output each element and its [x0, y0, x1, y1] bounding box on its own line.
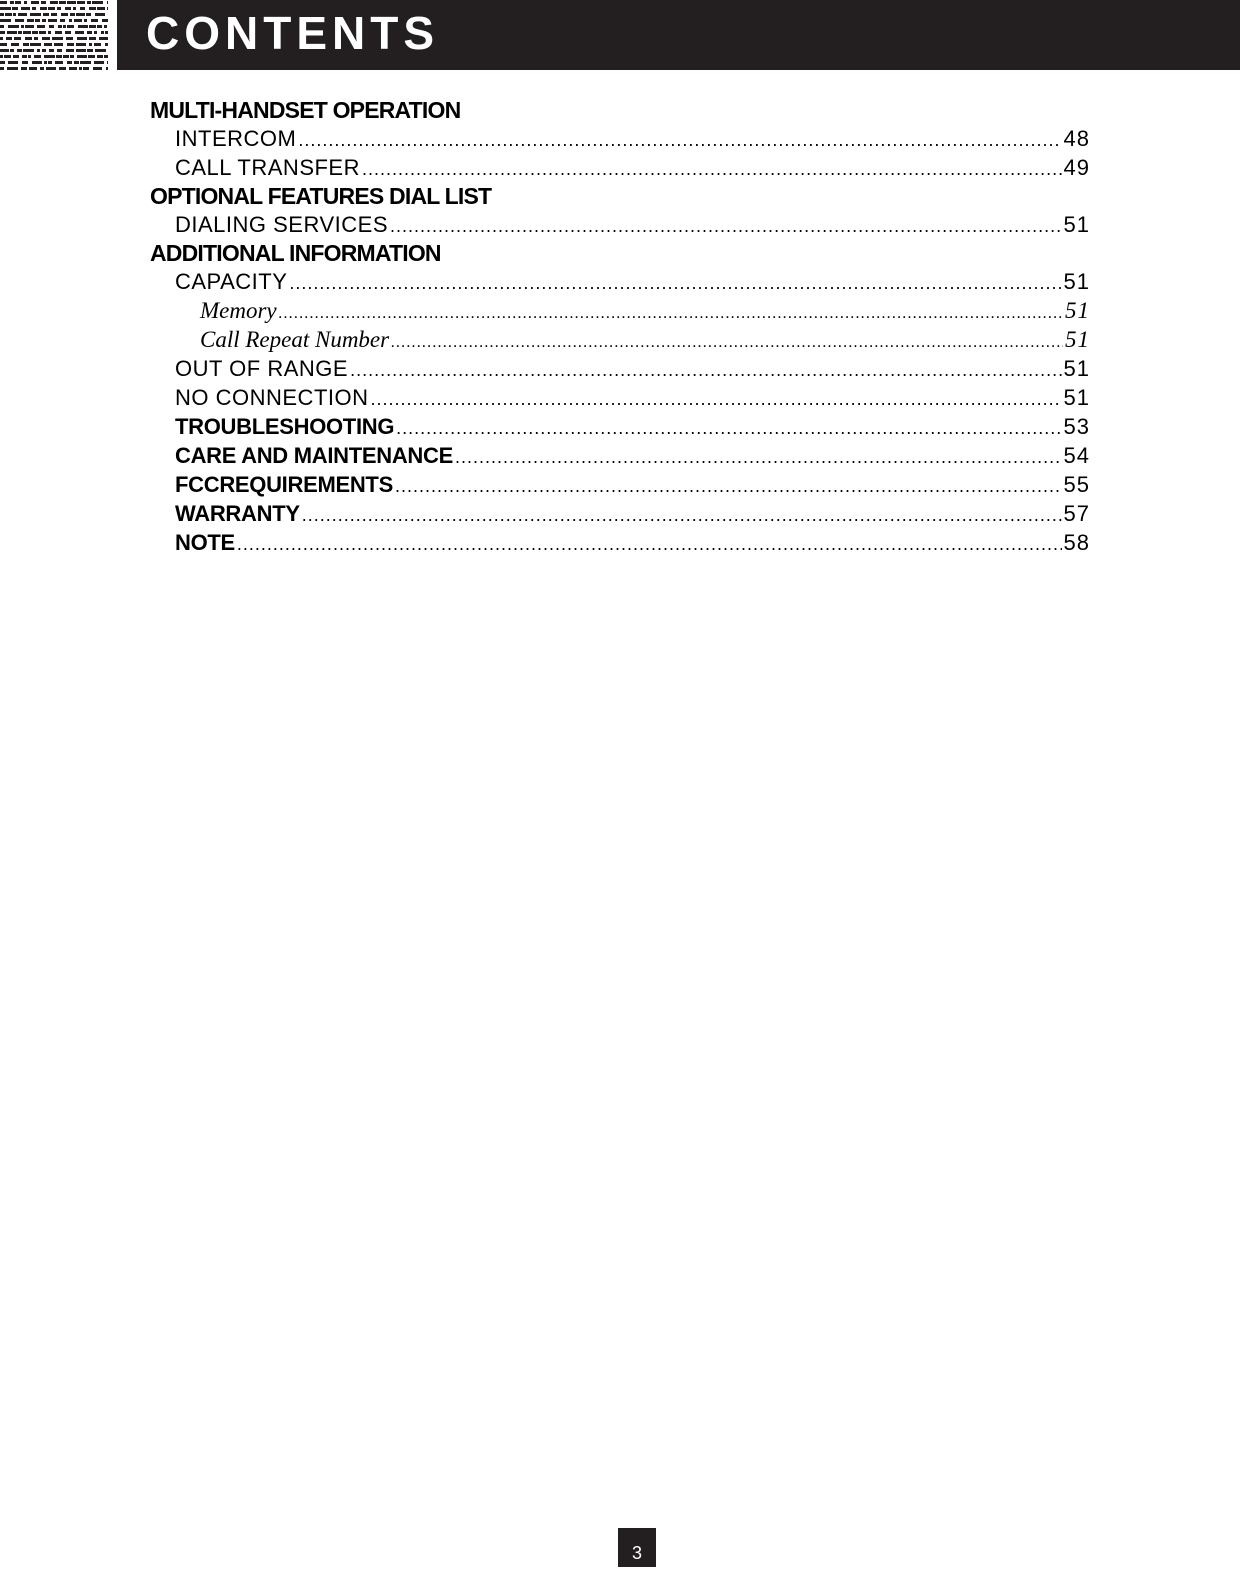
- pattern-dash: [56, 55, 62, 58]
- toc-entry[interactable]: [150, 412, 1090, 441]
- pattern-dash: [51, 13, 57, 16]
- pattern-dash: [35, 19, 40, 22]
- pattern-dash: [13, 13, 16, 16]
- pattern-dash: [7, 31, 17, 34]
- pattern-dash: [89, 43, 92, 46]
- pattern-dash: [46, 67, 56, 70]
- pattern-dash: [94, 61, 104, 64]
- pattern-dash: [42, 19, 46, 22]
- pattern-dash: [101, 31, 104, 34]
- toc-subentry[interactable]: [150, 296, 1090, 325]
- pattern-dash: [21, 7, 30, 10]
- pattern-dash: [28, 55, 31, 58]
- pattern-dash: [48, 19, 57, 22]
- pattern-dash: [48, 31, 51, 34]
- pattern-dash: [30, 13, 41, 16]
- toc-entry[interactable]: [150, 267, 1090, 296]
- pattern-dash: [87, 49, 93, 52]
- pattern-dash: [59, 67, 66, 70]
- pattern-dash: [93, 67, 102, 70]
- toc-entry-page: 51: [1063, 212, 1090, 237]
- dot-leader: [390, 212, 1062, 239]
- pattern-dash: [77, 37, 87, 40]
- pattern-dash: [80, 7, 85, 10]
- pattern-dash: [104, 25, 107, 28]
- pattern-dash: [15, 1, 21, 4]
- toc-entry-label: DIALING SERVICES: [175, 212, 388, 237]
- pattern-dash: [69, 19, 72, 22]
- pattern-dash: [49, 25, 54, 28]
- toc-section-heading: MULTI-HANDSET OPERATION: [150, 97, 461, 123]
- pattern-dash: [76, 49, 86, 52]
- toc-subentry-page: 51: [1065, 327, 1090, 352]
- pattern-dash: [0, 61, 5, 64]
- toc-entry-page: 51: [1063, 269, 1090, 294]
- pattern-dash: [73, 7, 76, 10]
- pattern-dash: [21, 67, 27, 70]
- pattern-dash: [34, 37, 38, 40]
- pattern-dash: [24, 1, 27, 4]
- toc-entry-page: 49: [1063, 155, 1090, 180]
- pattern-dash: [0, 67, 4, 70]
- dot-leader: [391, 328, 1063, 354]
- toc-entry-label: CARE AND MAINTENANCE: [175, 443, 453, 468]
- pattern-dash: [57, 7, 61, 10]
- pattern-dash: [67, 25, 74, 28]
- pattern-dash: [22, 55, 27, 58]
- toc-entry-label: NOTE: [175, 530, 235, 555]
- toc-entry-label: NO CONNECTION: [175, 385, 369, 410]
- pattern-dash: [0, 19, 11, 22]
- pattern-dash: [40, 7, 47, 10]
- pattern-dash: [87, 31, 92, 34]
- pattern-dash: [76, 13, 85, 16]
- pattern-dash: [84, 19, 87, 22]
- pattern-dash: [67, 1, 76, 4]
- pattern-dash: [87, 1, 91, 4]
- dot-leader: [237, 530, 1062, 557]
- pattern-dash: [63, 55, 69, 58]
- pattern-dash: [89, 25, 96, 28]
- pattern-dash: [70, 13, 75, 16]
- pattern-dash: [25, 25, 34, 28]
- pattern-dash: [31, 1, 39, 4]
- toc-entry-label: WARRANTY: [175, 501, 300, 526]
- toc-entry[interactable]: [150, 470, 1090, 499]
- toc-entry-label: FCCREQUIREMENTS: [175, 472, 393, 497]
- pattern-dash: [74, 19, 82, 22]
- dot-leader: [279, 299, 1063, 325]
- pattern-dash: [49, 49, 54, 52]
- toc-entry-label: CAPACITY: [175, 269, 288, 294]
- toc-entry[interactable]: [150, 499, 1090, 528]
- pattern-dash: [17, 49, 22, 52]
- dot-leader: [396, 414, 1061, 441]
- pattern-dash: [18, 13, 27, 16]
- pattern-dash: [29, 67, 37, 70]
- toc-entry-label: TROUBLESHOOTING: [175, 414, 395, 439]
- dot-leader: [371, 385, 1062, 412]
- pattern-dash: [6, 37, 12, 40]
- toc-entry[interactable]: [150, 383, 1090, 412]
- pattern-dash: [13, 55, 19, 58]
- pattern-dash: [48, 61, 52, 64]
- pattern-dash: [37, 49, 40, 52]
- pattern-dash: [97, 25, 102, 28]
- toc-entry-page: 58: [1063, 530, 1090, 555]
- pattern-dash: [107, 7, 108, 10]
- pattern-dash: [61, 13, 68, 16]
- pattern-dash: [83, 67, 89, 70]
- toc-entry-page: 51: [1063, 356, 1090, 381]
- pattern-dash: [66, 49, 74, 52]
- pattern-dash: [50, 1, 58, 4]
- pattern-dash: [42, 37, 50, 40]
- pattern-dash: [67, 43, 74, 46]
- pattern-dash: [67, 61, 72, 64]
- toc-entry[interactable]: [150, 124, 1090, 153]
- pattern-dash: [32, 7, 36, 10]
- dot-leader: [350, 356, 1061, 383]
- pattern-dash: [95, 49, 106, 52]
- pattern-dash: [0, 13, 4, 16]
- toc-entry-page: 51: [1063, 385, 1090, 410]
- toc-entry[interactable]: [150, 153, 1090, 182]
- pattern-dash: [89, 7, 96, 10]
- pattern-dash: [0, 25, 4, 28]
- pattern-dash: [54, 43, 63, 46]
- pattern-dash: [55, 31, 62, 34]
- pattern-dash: [0, 7, 11, 10]
- pattern-dash: [0, 49, 9, 52]
- dot-leader: [289, 269, 1061, 296]
- pattern-dash: [99, 37, 108, 40]
- pattern-dash: [89, 37, 96, 40]
- pattern-dash: [78, 25, 88, 28]
- pattern-dash: [43, 13, 49, 16]
- dot-leader: [362, 155, 1062, 182]
- pattern-dash: [86, 13, 91, 16]
- pattern-dash: [102, 19, 108, 22]
- pattern-dash: [0, 1, 7, 4]
- pattern-dash: [88, 55, 95, 58]
- header-pattern-decoration: [0, 0, 110, 70]
- pattern-dash: [32, 61, 42, 64]
- pattern-dash: [42, 49, 46, 52]
- pattern-dash: [80, 61, 91, 64]
- pattern-dash: [21, 25, 24, 28]
- pattern-dash: [60, 19, 65, 22]
- pattern-dash: [44, 43, 52, 46]
- pattern-dash: [105, 43, 108, 46]
- toc-entry-page: 54: [1063, 443, 1090, 468]
- pattern-dash: [94, 31, 97, 34]
- pattern-dash: [76, 43, 86, 46]
- pattern-dash: [23, 43, 29, 46]
- pattern-dash: [5, 13, 12, 16]
- pattern-dash: [69, 67, 77, 70]
- pattern-dash: [7, 67, 18, 70]
- pattern-dash: [74, 61, 79, 64]
- pattern-dash: [0, 43, 7, 46]
- toc-entry-page: 53: [1063, 414, 1090, 439]
- pattern-dash: [44, 55, 55, 58]
- dash-pattern-graphic: [0, 0, 110, 70]
- pattern-dash: [66, 37, 73, 40]
- toc-subentry-page: 51: [1065, 298, 1090, 323]
- pattern-dash: [10, 49, 14, 52]
- pattern-dash: [48, 7, 55, 10]
- toc-entry[interactable]: [150, 528, 1090, 557]
- pattern-dash: [23, 49, 34, 52]
- pattern-dash: [52, 37, 63, 40]
- pattern-dash: [91, 19, 98, 22]
- toc-entry-page: 57: [1063, 501, 1090, 526]
- pattern-dash: [12, 7, 18, 10]
- toc-entry-page: 55: [1063, 472, 1090, 497]
- pattern-dash: [37, 25, 45, 28]
- dot-leader: [455, 443, 1062, 470]
- pattern-dash: [14, 37, 21, 40]
- pattern-dash: [104, 55, 108, 58]
- pattern-dash: [107, 1, 108, 4]
- pattern-dash: [22, 61, 28, 64]
- pattern-dash: [57, 49, 62, 52]
- pattern-dash: [95, 13, 105, 16]
- pattern-dash: [15, 19, 24, 22]
- page-number: 3: [618, 1528, 656, 1567]
- dot-leader: [395, 472, 1062, 499]
- toc-entry[interactable]: [150, 210, 1090, 239]
- toc-entry-label: CALL TRANSFER: [175, 155, 360, 180]
- pattern-dash: [77, 1, 85, 4]
- pattern-dash: [44, 61, 47, 64]
- pattern-dash: [27, 19, 34, 22]
- toc-entry-page: 48: [1063, 126, 1090, 151]
- pattern-dash: [11, 43, 19, 46]
- pattern-dash: [97, 55, 103, 58]
- toc-subentry-label: Memory: [200, 298, 277, 323]
- pattern-dash: [55, 61, 63, 64]
- pattern-dash: [77, 55, 87, 58]
- pattern-dash: [106, 67, 108, 70]
- dot-leader: [298, 126, 1061, 153]
- pattern-dash: [94, 43, 101, 46]
- toc-section-heading: OPTIONAL FEATURES DIAL LIST: [150, 183, 492, 209]
- toc-entry-label: INTERCOM: [175, 126, 297, 151]
- table-of-contents: [150, 96, 1090, 557]
- pattern-dash: [18, 31, 22, 34]
- pattern-dash: [58, 25, 62, 28]
- pattern-dash: [65, 7, 71, 10]
- pattern-dash: [0, 55, 3, 58]
- pattern-dash: [25, 37, 32, 40]
- pattern-dash: [40, 67, 44, 70]
- toc-entry-label: OUT OF RANGE: [175, 356, 349, 381]
- pattern-dash: [34, 55, 41, 58]
- pattern-dash: [70, 55, 74, 58]
- toc-entry[interactable]: [150, 354, 1090, 383]
- pattern-dash: [32, 31, 38, 34]
- toc-subentry[interactable]: [150, 325, 1090, 354]
- pattern-dash: [97, 7, 105, 10]
- pattern-dash: [10, 1, 14, 4]
- dot-leader: [302, 501, 1062, 528]
- header-bar: [117, 0, 1240, 70]
- toc-section-heading: ADDITIONAL INFORMATION: [150, 240, 441, 266]
- pattern-dash: [92, 1, 103, 4]
- pattern-dash: [79, 67, 82, 70]
- pattern-dash: [105, 31, 108, 34]
- pattern-dash: [59, 1, 66, 4]
- pattern-dash: [8, 61, 18, 64]
- pattern-dash: [8, 25, 19, 28]
- pattern-dash: [0, 31, 5, 34]
- pattern-dash: [65, 31, 71, 34]
- pattern-dash: [63, 25, 66, 28]
- pattern-dash: [30, 43, 41, 46]
- toc-entry[interactable]: [150, 441, 1090, 470]
- pattern-dash: [107, 61, 108, 64]
- toc-subentry-label: Call Repeat Number: [200, 327, 390, 352]
- pattern-dash: [41, 1, 46, 4]
- pattern-dash: [75, 31, 84, 34]
- pattern-dash: [23, 31, 31, 34]
- pattern-dash: [39, 31, 46, 34]
- page-title: CONTENTS: [146, 7, 439, 59]
- pattern-dash: [4, 55, 11, 58]
- pattern-dash: [0, 37, 3, 40]
